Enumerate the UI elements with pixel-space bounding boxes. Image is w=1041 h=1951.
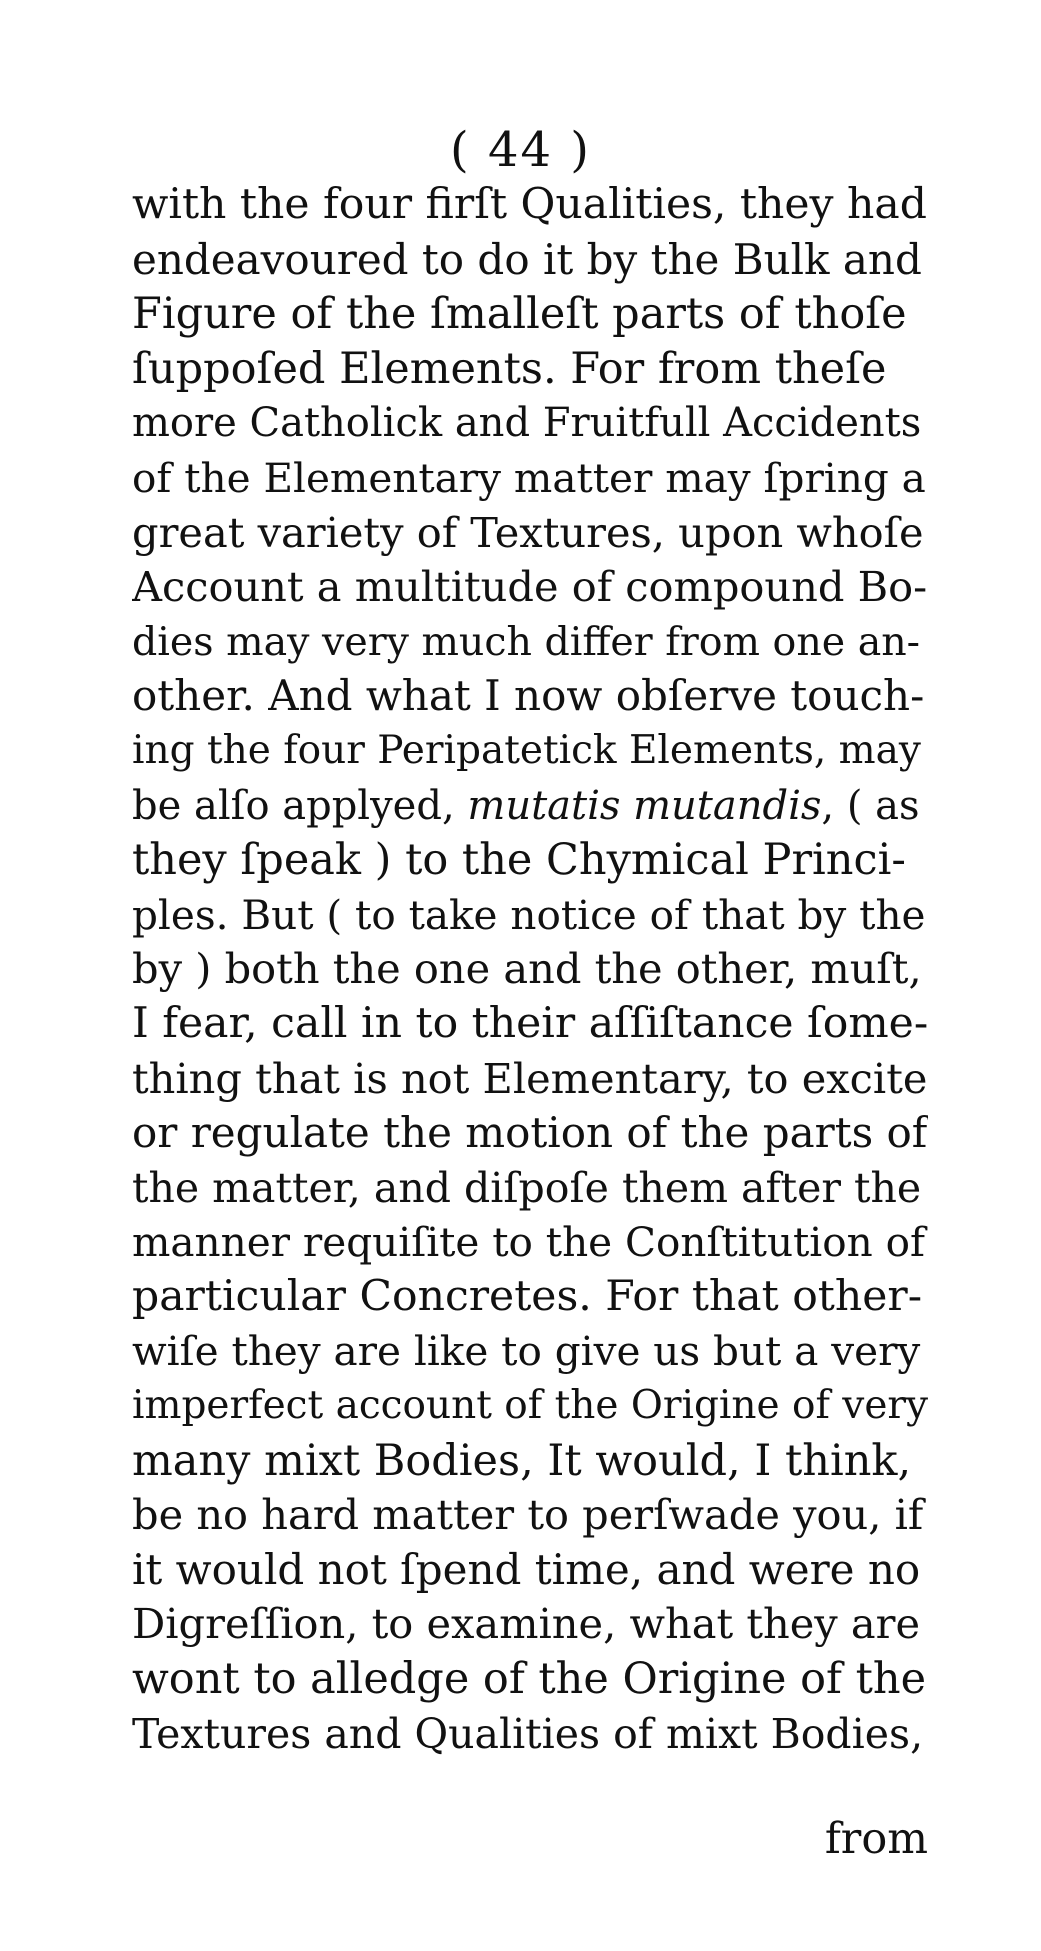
text-line: endeavoured to do it by the Bulk and: [132, 234, 922, 284]
text-line: I fear, call in to their aſſiſtance ſome-: [132, 998, 928, 1048]
text-line: or regulate the motion of the parts of: [132, 1108, 928, 1158]
text-line: more Catholick and Fruitfull Accidents: [132, 400, 922, 447]
text-line: be no hard matter to perſwade you, if: [132, 1490, 924, 1540]
text-line: many mixt Bodies, It would, I think,: [132, 1435, 912, 1486]
text-line: they ſpeak ) to the Chymical Princi-: [132, 835, 906, 886]
body-text: [132, 178, 928, 1761]
text-line: Digreſſion, to examine, what they are: [132, 1599, 921, 1649]
text-line: with the four firſt Qualities, they had: [132, 180, 927, 229]
text-line: other. And what I now obſerve touch-: [132, 671, 925, 721]
text-line: particular Concretes. For that other-: [132, 1271, 923, 1321]
text-line: Figure of the ſmalleſt parts of thoſe: [132, 289, 907, 340]
text-line: the matter, and diſpoſe them after the: [132, 1163, 922, 1212]
text-line: thing that is not Elementary, to excite: [132, 1053, 928, 1103]
latin-phrase: mutatis mutandis: [467, 782, 822, 829]
page-number: ( 44 ): [449, 122, 592, 178]
catchword: from: [824, 1814, 928, 1864]
text-line: be alſo applyed, mutatis mutandis, ( as: [132, 782, 920, 829]
text-line: of the Elementary matter may ſpring a: [132, 453, 926, 502]
text-line: wiſe they are like to give us but a very: [132, 1327, 921, 1376]
text-line: ples. But ( to take notice of that by the: [132, 890, 926, 939]
text-line: Textures and Qualities of mixt Bodies,: [132, 1709, 924, 1758]
text-line: it would not ſpend time, and were no: [132, 1544, 921, 1594]
text-line: wont to alledge of the Origine of the: [132, 1654, 927, 1705]
text-line: by ) both the one and the other, muſt,: [132, 944, 922, 994]
text-line: imperfect account of the Origine of very: [132, 1383, 928, 1429]
text-line: dies may very much differ from one an-: [132, 618, 921, 665]
text-line: ſuppoſed Elements. For from theſe: [132, 343, 887, 394]
text-line: Account a multitude of compound Bo-: [132, 562, 928, 612]
text-line: great variety of Textures, upon whoſe: [132, 507, 924, 557]
text-line: ing the four Peripatetick Elements, may: [132, 727, 921, 773]
text-line: manner requiſite to the Conſtitution of: [132, 1218, 925, 1267]
